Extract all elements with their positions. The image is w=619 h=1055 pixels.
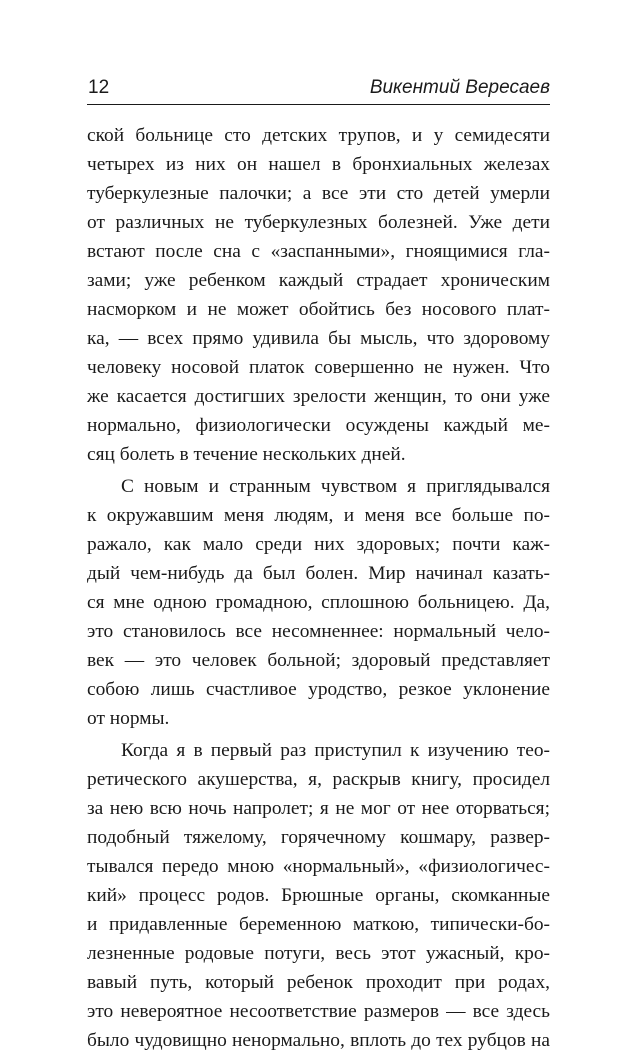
text-line: нормально, физиологически осуждены каждый ме- bbox=[87, 415, 550, 436]
text-line: от нормы. bbox=[87, 708, 170, 729]
text-line: зами; уже ребенком каждый страдает хроническим bbox=[87, 270, 550, 291]
text-line: кий» процесс родов. Брюшные органы, скомканные bbox=[87, 885, 550, 906]
text-line: век — это человек больной; здоровый представляет bbox=[87, 650, 550, 671]
running-head-author: Викентий Вересаев bbox=[369, 77, 550, 98]
text-line: ретического акушерства, я, раскрыв книгу, просидел bbox=[87, 769, 550, 790]
text-line: это невероятное несоответствие размеров — все здесь bbox=[87, 1001, 550, 1022]
text-line: подобный тяжелому, горячечному кошмару, развер- bbox=[87, 827, 550, 848]
body-text bbox=[87, 121, 550, 1055]
text-line: ражало, как мало среди них здоровых; почти каж- bbox=[87, 534, 550, 555]
running-header bbox=[87, 74, 550, 102]
text-line: сяц болеть в течение нескольких дней. bbox=[87, 444, 406, 465]
text-line: это становилось все несомненнее: нормальный чело- bbox=[87, 621, 550, 642]
text-line: было чудовищно ненормально, вплоть до тех рубцов на bbox=[87, 1030, 550, 1051]
text-line: туберкулезные палочки; а все эти сто детей умерли bbox=[87, 183, 550, 204]
text-line: лезненные родовые потуги, весь этот ужасный, кро- bbox=[87, 943, 550, 964]
text-line: от различных не туберкулезных болезней. Уже дети bbox=[87, 212, 550, 233]
text-line: за нею всю ночь напролет; я не мог от нее оторваться; bbox=[87, 798, 550, 819]
text-line: ской больнице сто детских трупов, и у семидесяти bbox=[87, 125, 550, 146]
text-line: же касается достигших зрелости женщин, то они уже bbox=[87, 386, 550, 407]
text-line: человеку носовой платок совершенно не нужен. Что bbox=[87, 357, 550, 378]
text-line: С новым и странным чувством я приглядывался bbox=[121, 476, 550, 497]
text-line: тывался передо мною «нормальный», «физиологичес- bbox=[87, 856, 550, 877]
header-rule bbox=[87, 104, 550, 105]
text-line: к окружавшим меня людям, и меня все больше по- bbox=[87, 505, 550, 526]
text-line: вавый путь, который ребенок проходит при родах, bbox=[87, 972, 550, 993]
text-line: насморком и не может обойтись без носового плат- bbox=[87, 299, 550, 320]
text-line: ка, — всех прямо удивила бы мысль, что здоровому bbox=[87, 328, 550, 349]
page-number: 12 bbox=[88, 77, 110, 98]
text-line: дый чем-нибудь да был болен. Мир начинал казать- bbox=[87, 563, 550, 584]
text-line: собою лишь счастливое уродство, резкое уклонение bbox=[87, 679, 550, 700]
text-line: Когда я в первый раз приступил к изучению тео- bbox=[121, 740, 550, 761]
text-line: ся мне одною громадною, сплошною больницею. Да, bbox=[87, 592, 550, 613]
text-line: встают после сна с «заспанными», гноящимися гла- bbox=[87, 241, 550, 262]
text-line: четырех из них он нашел в бронхиальных железах bbox=[87, 154, 550, 175]
text-line: и придавленные беременною маткою, типически-бо- bbox=[87, 914, 550, 935]
